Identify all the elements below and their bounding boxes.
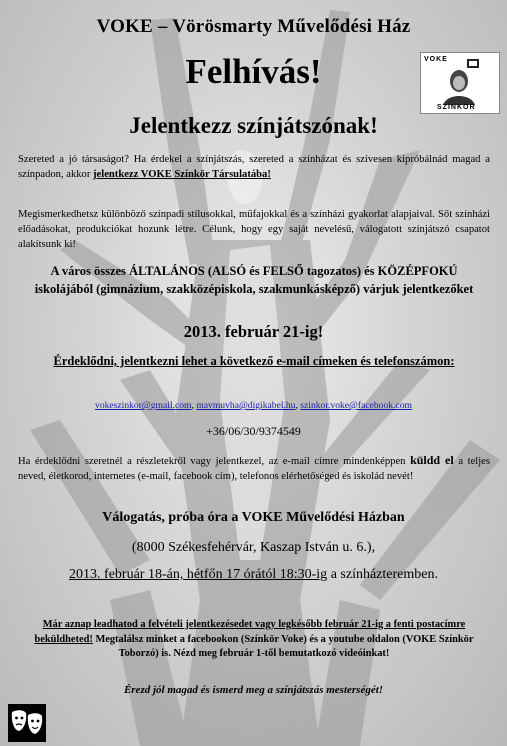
theater-masks-logo: [8, 704, 46, 742]
headline: Felhívás!: [185, 52, 322, 91]
notice-paragraph: [18, 618, 490, 662]
email-link-mavmuvha[interactable]: mavmuvha@digikabel.hu: [196, 400, 296, 411]
intro-text: Szereted a jó társaságot? Ha érdekel a színjátszás, szereted a színházat és szívesen kipróbálnád magad a színpadon, akkor: [18, 154, 490, 180]
details-send-emphasis: küldd el: [410, 453, 454, 467]
selection-address: (8000 Székesfehérvár, Kaszap István u. 6.),: [131, 540, 376, 555]
notice-social-text: Megtalálsz minket a facebookon (Színkör Voke) és a youtube oldalon (VOKE Színkör Toborzó) is. Nézd meg február 1-től bemutatkozó videóinkat!: [92, 633, 474, 659]
selection-date: [0, 565, 507, 585]
deadline-text: 2013. február 21-ig!: [183, 322, 324, 341]
closing-slogan: Érezd jól magad és ismerd meg a színjátszás mesterségét!: [123, 684, 384, 696]
theater-masks-icon: [8, 704, 46, 742]
phone-number: +36/06/30/9374549: [206, 424, 301, 438]
email-link-facebook[interactable]: szinkor.voke@facebook.com: [300, 400, 412, 411]
organization-title: VOKE – Vörösmarty Művelődési Ház: [96, 16, 411, 37]
notice-deadline-text: Már aznap leadhatod a felvételi jelentkezésedet vagy legkésőbb február 21-ig a fenti postacímre beküldheted!: [34, 619, 466, 645]
selection-line-1: Válogatás, próba óra a VOKE Művelődési Házban: [102, 510, 405, 525]
contact-intro: Érdeklődni, jelentkezni lehet a következő e-mail címeken és telefonszámon:: [53, 354, 455, 368]
experience-paragraph: Megismerkedhetsz különböző színpadi stílusokkal, műfajokkal és a színházi gyakorlat alapjaival. Sőt színházi előadásokat, produkciókat hozunk létre. Célunk, hogy egy saját nevelésű, válogatott színjátszó csapatot alakítsunk ki!: [18, 209, 490, 250]
logo-text-top: VOKE: [424, 56, 448, 63]
email-list: vokeszinkor@gmail.com, mavmuvha@digikabel.hu, szinkor.voke@facebook.com: [95, 400, 412, 411]
logo-text-bottom: SZÍNKÖR: [437, 104, 476, 111]
intro-call-to-action: jelentkezz VOKE Színkör Társulatába!: [93, 169, 271, 180]
intro-paragraph: [18, 152, 490, 182]
schools-paragraph: A város összes ÁLTALÁNOS (ALSÓ és FELSŐ tagozatos) és KÖZÉPFOKÚ iskolájából (gimnázium, szakközépiskola, szakmunkásképző) várjuk jelentkezőket: [34, 264, 474, 296]
selection-date-time: 2013. február 18-án, hétfőn 17 órától 18:30-ig: [69, 567, 328, 582]
details-paragraph: [18, 453, 490, 484]
details-text-c: a teljes neved, életkorod, internetes (e-mail, facebook cím), telefonos elérhetőséged és iskolád nevét!: [18, 456, 490, 482]
details-text-a: Ha érdeklődni szeretnél a részletekről vagy jelentkezel, az e-mail címre mindenképpen: [18, 456, 411, 467]
email-link-vokeszinkor[interactable]: vokeszinkor@gmail.com: [95, 400, 192, 411]
subheadline: Jelentkezz színjátszónak!: [129, 113, 378, 138]
selection-location: a színházteremben.: [327, 567, 438, 582]
